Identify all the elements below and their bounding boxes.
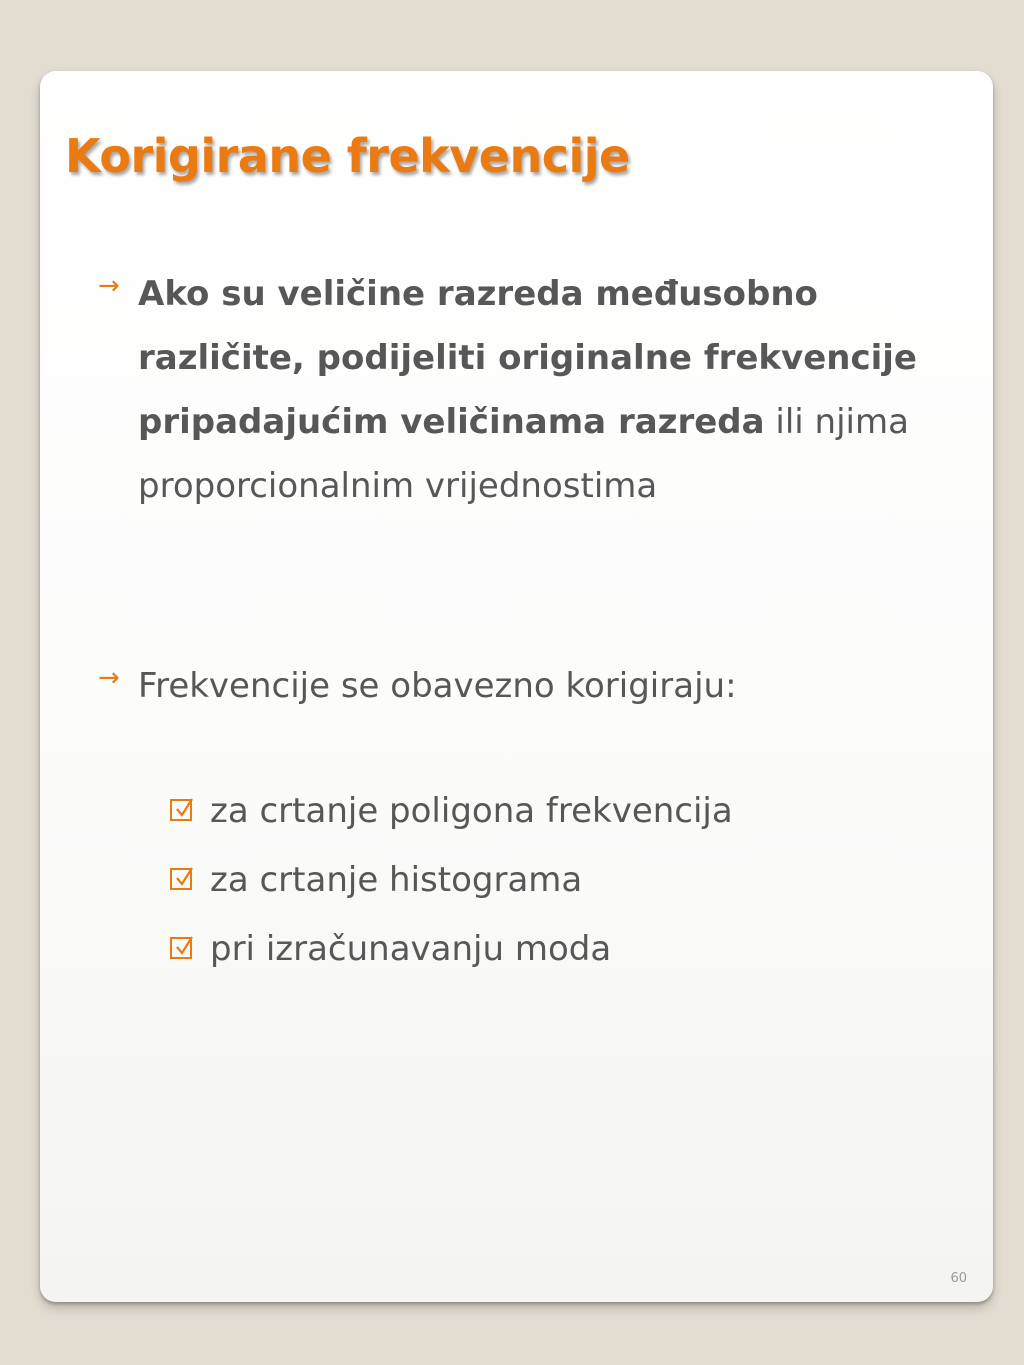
sub-list-label: pri izračunavanju moda xyxy=(210,929,612,969)
bullet-bold-text: Ako su veličine razreda međusobno različite, podijeliti originalne frekvencije pripadajućim veličinama razreda xyxy=(138,274,917,442)
bullet-item xyxy=(98,271,958,571)
checkbox-checked-icon xyxy=(170,799,192,821)
checkbox-checked-icon xyxy=(170,868,192,890)
sub-list-label: za crtanje poligona frekvencija xyxy=(210,791,733,831)
slide-title: Korigirane frekvencije xyxy=(65,129,630,183)
checkbox-checked-icon xyxy=(170,937,192,959)
slide xyxy=(40,71,993,1302)
bullet-text: Frekvencije se obavezno korigiraju: xyxy=(138,666,737,706)
bullet-normal-text: ili njima proporcionalnim vrijednostima xyxy=(138,402,909,506)
sub-list-item xyxy=(170,788,930,838)
bullet-text xyxy=(138,262,938,518)
bullet-item xyxy=(98,663,958,723)
arrow-right-icon: → xyxy=(98,271,120,301)
sub-list-item xyxy=(170,857,930,907)
sub-list-label: za crtanje histograma xyxy=(210,860,583,900)
sub-list-item xyxy=(170,926,930,976)
arrow-right-icon: → xyxy=(98,663,120,693)
page-number: 60 xyxy=(950,1271,967,1286)
